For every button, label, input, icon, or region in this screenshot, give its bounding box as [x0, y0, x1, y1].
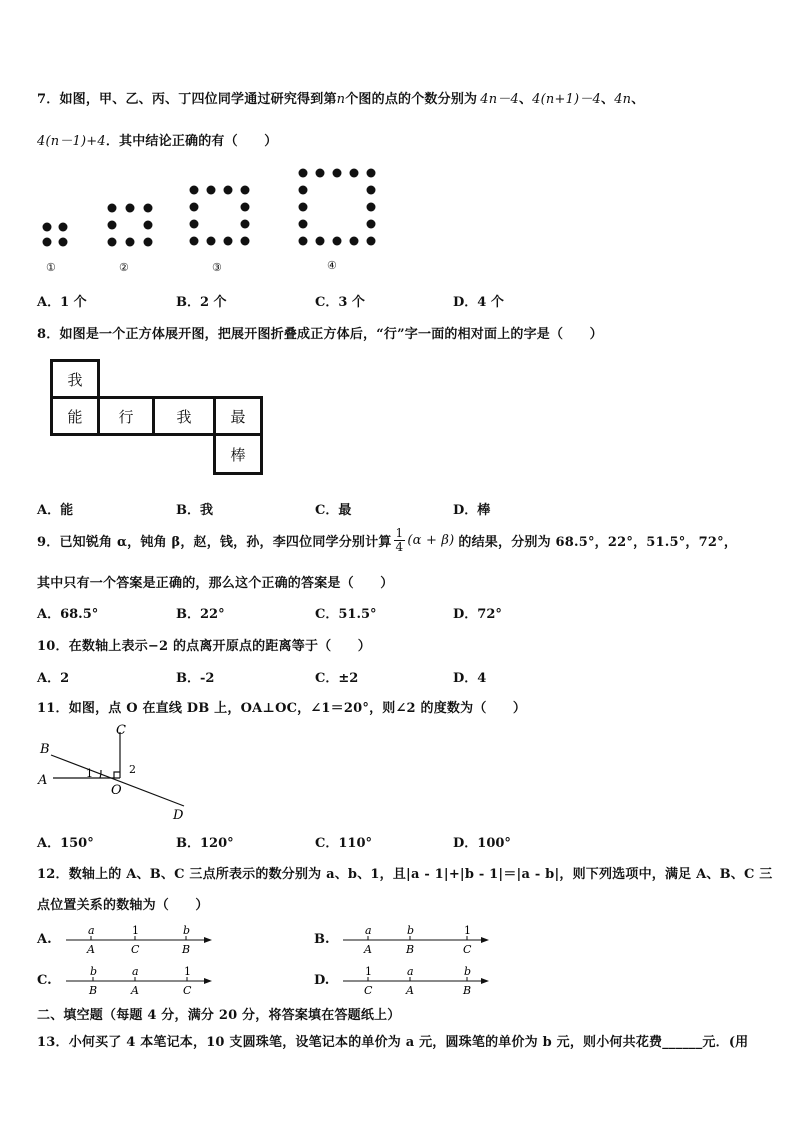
q8-net-cell-4: 最 — [213, 396, 263, 436]
q7-expr1: 4n－4 — [480, 92, 519, 107]
q7-figure-1 — [43, 223, 68, 247]
q12-d-bot-0: C — [364, 984, 373, 997]
q8-net-cell-top: 我 — [50, 359, 100, 399]
q9-option-a: A．68.5° — [37, 607, 99, 622]
q12-c-bot-2: C — [183, 984, 192, 997]
q12-c-bot-0: B — [89, 984, 98, 997]
q12-b-bot-2: C — [463, 943, 472, 956]
q11-label-angle2: 2 — [129, 763, 136, 776]
q9-frac-expr: (α + β) — [407, 533, 455, 548]
q11-option-b: B．120° — [176, 836, 234, 851]
q8-option-d: D．棒 — [453, 503, 491, 518]
q9-text-a: 9．已知锐角 α，钝角 β，赵，钱，孙，李四位同学分别计算 — [37, 535, 392, 550]
q11-figure — [30, 720, 200, 825]
q12-b-top-0: a — [365, 924, 372, 937]
q7-expr4: 4(n－1)+4 — [37, 134, 106, 149]
q11-label-b: B — [40, 742, 50, 757]
q12-c-top-0: b — [90, 965, 98, 978]
q7-sep1: 、 — [518, 92, 533, 107]
q12-option-b-label: B. — [314, 932, 330, 947]
q12-c-top-1: a — [132, 965, 139, 978]
q10-option-d: D．4 — [453, 671, 487, 686]
q12-a-bot-1: C — [131, 943, 140, 956]
q11-label-c: C — [116, 723, 126, 738]
q10-stem: 10．在数轴上表示−2 的点离开原点的距离等于（ ） — [37, 639, 371, 654]
q10-option-b: B．-2 — [176, 671, 215, 686]
q12-a-top-1: 1 — [132, 924, 139, 937]
q8-net-cell-2: 行 — [97, 396, 155, 436]
q9-option-c: C．51.5° — [315, 607, 377, 622]
q7-text-c: ．其中结论正确的有（ ） — [105, 134, 278, 149]
q7-option-b: B．2 个 — [176, 295, 227, 310]
q12-a-top-2: b — [183, 924, 191, 937]
q12-d-bot-1: A — [406, 984, 414, 997]
q7-option-a: A．1 个 — [37, 295, 87, 310]
q7-fig-label-3: ③ — [212, 261, 222, 274]
q7-sep3: 、 — [631, 92, 645, 107]
q7-expr3: 4n — [614, 92, 632, 107]
section2-heading: 二、填空题（每题 4 分，满分 20 分，将答案填在答题纸上） — [37, 1008, 401, 1023]
q7-fig-label-2: ② — [119, 261, 129, 274]
q8-net-cell-1: 能 — [50, 396, 100, 436]
q9-frac-den: 4 — [395, 540, 404, 554]
q12-option-c-label: C. — [37, 973, 52, 988]
q9-option-b: B．22° — [176, 607, 225, 622]
q12-stem-line1: 12．数轴上的 A、B、C 三点所表示的数分别为 a、b、1，且|a - 1|+|b - 1|＝|a - b|，则下列选项中，满足 A、B、C 三 — [37, 867, 773, 882]
q12-c-bot-1: A — [131, 984, 139, 997]
q12-option-d-numberline — [339, 963, 494, 999]
q11-label-o: O — [111, 783, 122, 798]
q12-a-top-0: a — [88, 924, 95, 937]
q13-stem: 13．小何买了 4 本笔记本，10 支圆珠笔，设笔记本的单价为 a 元，圆珠笔的单价为 b 元，则小何共花费______元．(用 — [37, 1035, 749, 1050]
q7-sep2: 、 — [601, 92, 615, 107]
q12-b-top-1: b — [407, 924, 415, 937]
q12-d-top-1: a — [407, 965, 414, 978]
q12-c-top-2: 1 — [184, 965, 191, 978]
q12-option-c-numberline — [62, 963, 217, 999]
q12-d-bot-2: B — [463, 984, 472, 997]
q7-fig-label-4: ④ — [327, 259, 337, 272]
q12-b-top-2: 1 — [464, 924, 471, 937]
q9-fraction — [394, 527, 406, 554]
q11-option-d: D．100° — [453, 836, 511, 851]
q7-stem-line1 — [37, 88, 644, 107]
q7-figure-3 — [190, 186, 250, 246]
q7-stem-line2 — [37, 130, 277, 149]
q11-label-angle1: 1 — [86, 767, 93, 780]
q8-option-a: A．能 — [37, 503, 74, 518]
q9-frac-num: 1 — [395, 526, 404, 540]
q7-figure-4 — [299, 169, 376, 246]
q12-option-a-numberline — [62, 922, 217, 958]
q12-option-d-label: D. — [314, 973, 330, 988]
q12-d-top-0: 1 — [365, 965, 372, 978]
q12-option-b-numberline — [339, 922, 494, 958]
q12-a-bot-2: B — [182, 943, 191, 956]
q9-text-b: 的结果，分别为 68.5°，22°，51.5°，72°， — [458, 535, 738, 550]
q8-option-c: C．最 — [315, 503, 352, 518]
q9-stem-line2: 其中只有一个答案是正确的，那么这个正确的答案是（ ） — [37, 576, 394, 591]
q8-stem: 8．如图是一个正方体展开图，把展开图折叠成正方体后，“行”字一面的相对面上的字是（ ） — [37, 327, 603, 342]
q12-a-bot-0: A — [87, 943, 95, 956]
q12-b-bot-1: B — [406, 943, 415, 956]
q9-option-d: D．72° — [453, 607, 502, 622]
q11-label-a: A — [38, 773, 48, 788]
q11-right-angle-mark — [114, 772, 120, 778]
q8-net-cell-3: 我 — [152, 396, 216, 436]
q11-label-d: D — [173, 808, 184, 823]
q7-text-a: 7．如图，甲、乙、丙、丁四位同学通过研究得到第 — [37, 92, 337, 107]
q9-stem-line1 — [37, 527, 737, 554]
q7-figure-2 — [108, 204, 153, 247]
q7-var-n: n — [336, 92, 346, 107]
q12-d-top-2: b — [464, 965, 472, 978]
q7-fig-label-1: ① — [46, 261, 56, 274]
q11-option-c: C．110° — [315, 836, 372, 851]
q7-expr2: 4(n+1)－4 — [532, 92, 601, 107]
q7-text-b: 个图的点的个数分别为 — [345, 92, 478, 107]
q11-option-a: A．150° — [37, 836, 94, 851]
q10-option-c: C．±2 — [315, 671, 359, 686]
q12-b-bot-0: A — [364, 943, 372, 956]
q12-option-a-label: A. — [37, 932, 52, 947]
q10-option-a: A．2 — [37, 671, 70, 686]
q7-option-d: D．4 个 — [453, 295, 504, 310]
q11-stem: 11．如图，点 O 在直线 DB 上，OA⊥OC，∠1＝20°，则∠2 的度数为（ ） — [37, 701, 527, 716]
q8-net-cell-bottom: 棒 — [213, 433, 263, 475]
q7-option-c: C．3 个 — [315, 295, 365, 310]
q8-option-b: B．我 — [176, 503, 213, 518]
q11-line-bd — [51, 755, 184, 806]
q12-stem-line2: 点位置关系的数轴为（ ） — [37, 898, 209, 913]
